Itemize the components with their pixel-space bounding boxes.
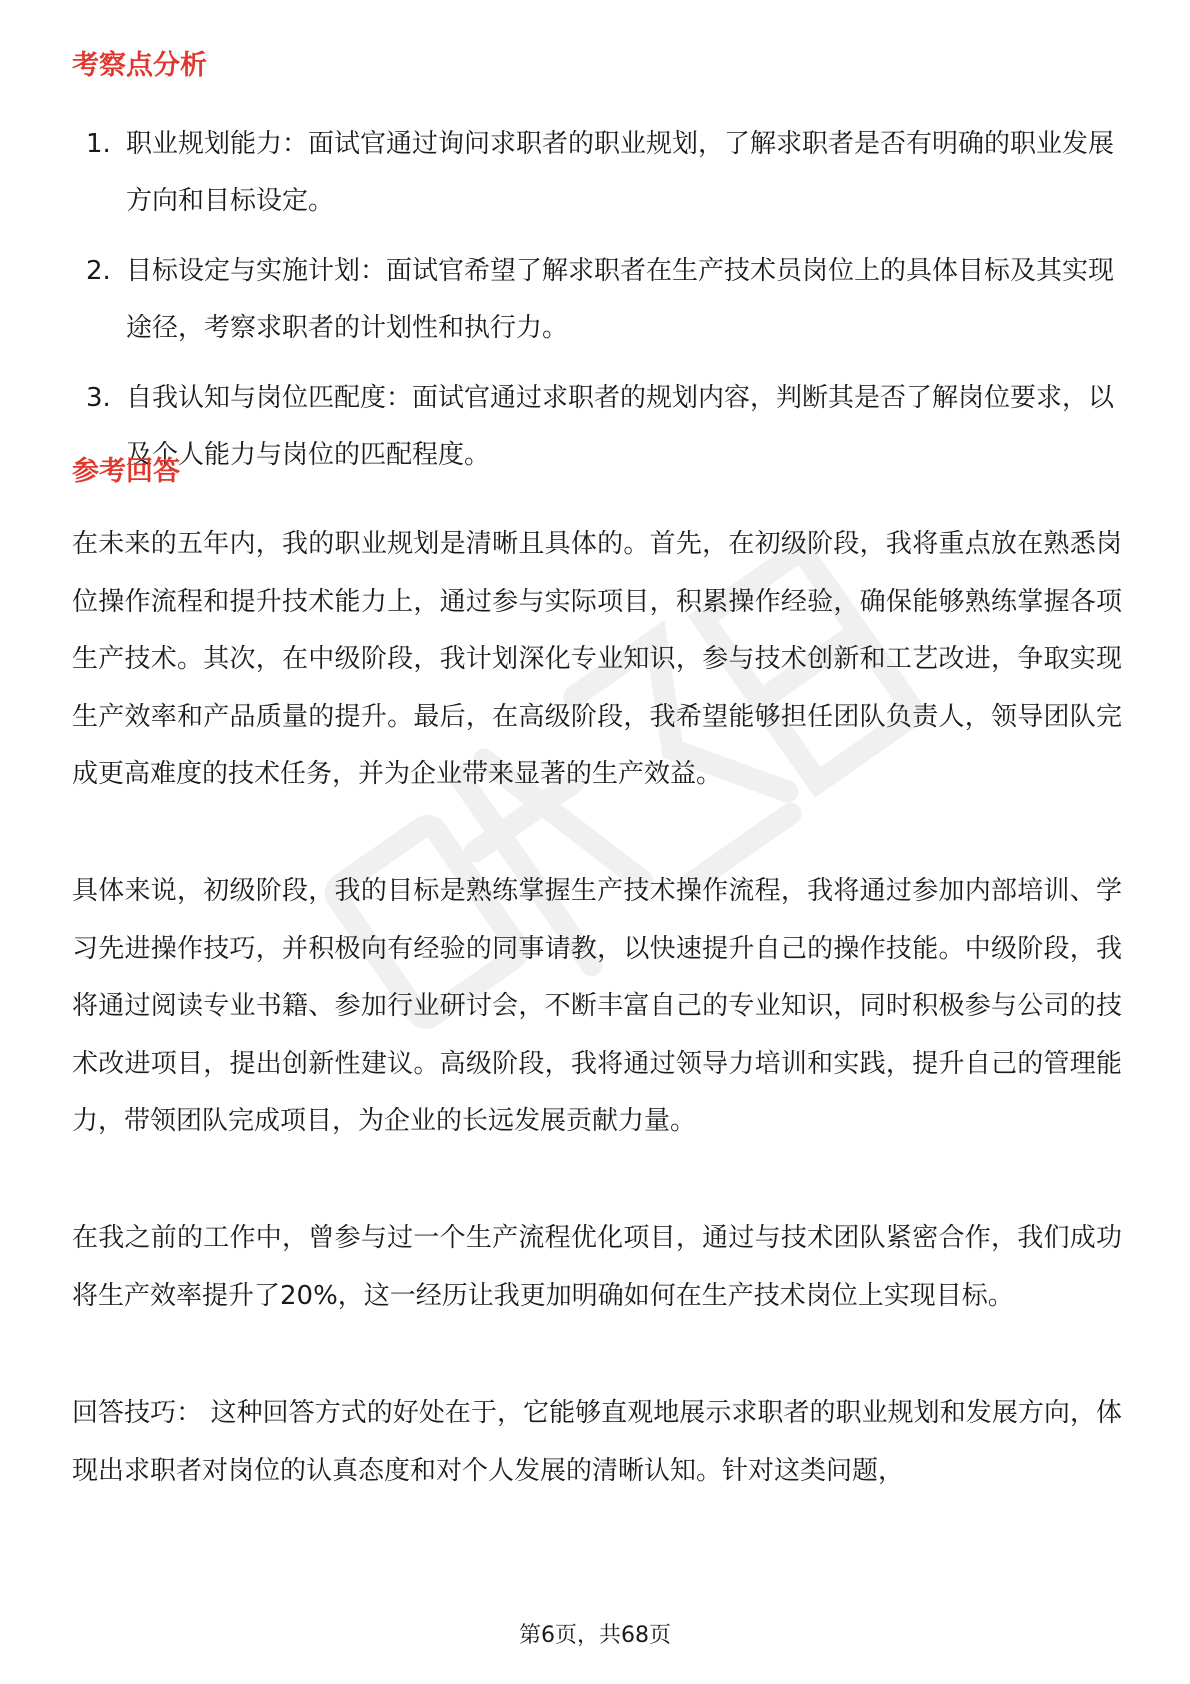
list-item	[72, 243, 1122, 357]
section-title-analysis: 考察点分析	[72, 50, 207, 81]
list-item	[72, 116, 1122, 230]
list-item-text: 自我认知与岗位匹配度：面试官通过求职者的规划内容，判断其是否了解岗位要求，以及个人能力与岗位的匹配程度。	[126, 383, 1115, 470]
answer-paragraph-2: 具体来说，初级阶段，我的目标是熟练掌握生产技术操作流程，我将通过参加内部培训、学习先进操作技巧，并积极向有经验的同事请教，以快速提升自己的操作技能。中级阶段，我将通过阅读专业书籍、参加行业研讨会，不断丰富自己的专业知识，同时积极参与公司的技术改进项目，提出创新性建议。高级阶段，我将通过领导力培训和实践，提升自己的管理能力，带领团队完成项目，为企业的长远发展贡献力量。	[72, 876, 1122, 1136]
list-item-number: 2.	[86, 256, 111, 286]
answer-tips-paragraph: 回答技巧： 这种回答方式的好处在于，它能够直观地展示求职者的职业规划和发展方向，体现出求职者对岗位的认真态度和对个人发展的清晰认知。针对这类问题，	[72, 1398, 1122, 1486]
analysis-list	[72, 116, 1122, 497]
list-item	[72, 370, 1122, 484]
list-item-text: 目标设定与实施计划：面试官希望了解求职者在生产技术员岗位上的具体目标及其实现途径，考察求职者的计划性和执行力。	[126, 256, 1115, 343]
page-number-footer: 第6页，共68页	[519, 1623, 671, 1648]
answer-paragraph-3: 在我之前的工作中，曾参与过一个生产流程优化项目，通过与技术团队紧密合作，我们成功将生产效率提升了20%，这一经历让我更加明确如何在生产技术岗位上实现目标。	[72, 1223, 1122, 1311]
list-item-number: 1.	[86, 129, 111, 159]
list-item-number: 3.	[86, 383, 111, 413]
list-item-text: 职业规划能力：面试官通过询问求职者的职业规划，了解求职者是否有明确的职业发展方向和目标设定。	[126, 129, 1115, 216]
section-title-reference-answer: 参考回答	[72, 456, 180, 487]
answer-paragraph-1: 在未来的五年内，我的职业规划是清晰且具体的。首先，在初级阶段，我将重点放在熟悉岗位操作流程和提升技术能力上，通过参与实际项目，积累操作经验，确保能够熟练掌握各项生产技术。其次，在中级阶段，我计划深化专业知识，参与技术创新和工艺改进，争取实现生产效率和产品质量的提升。最后，在高级阶段，我希望能够担任团队负责人，领导团队完成更高难度的技术任务，并为企业带来显著的生产效益。	[72, 529, 1122, 789]
